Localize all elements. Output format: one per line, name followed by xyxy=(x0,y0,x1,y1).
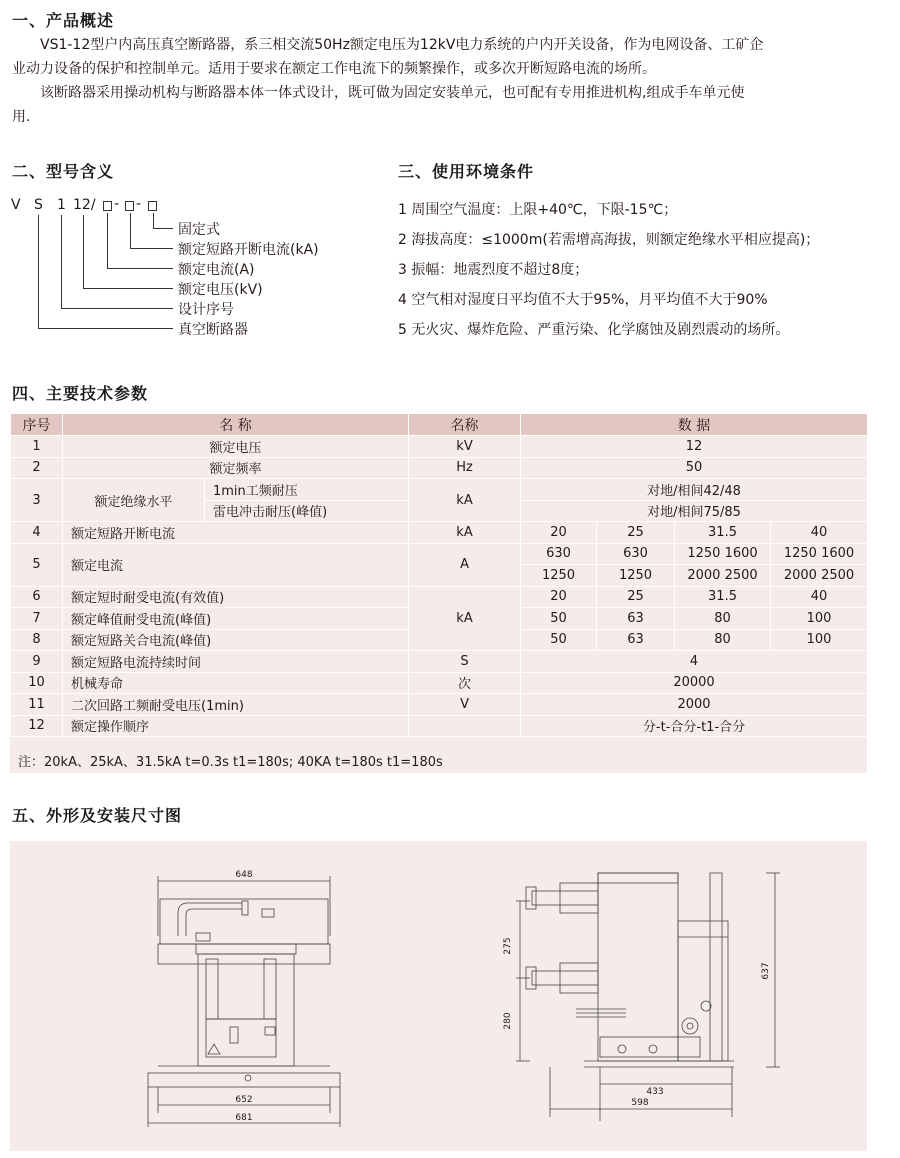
cell-value: 50 xyxy=(521,457,868,479)
header-name: 名 称 xyxy=(63,414,409,436)
table-row xyxy=(11,672,868,694)
env-item: 4 空气相对湿度日平均值不大于95%，月平均值不大于90% xyxy=(398,292,768,308)
cell-name: 额定电流 xyxy=(63,543,409,586)
code-box-3 xyxy=(148,201,157,211)
dim-433: 433 xyxy=(646,1087,664,1097)
dim-598: 598 xyxy=(631,1098,649,1108)
cell-value: 对地/相间42/48 xyxy=(521,479,868,501)
code-v: V xyxy=(11,197,21,213)
model-label-vcb: 真空断路器 xyxy=(178,322,248,338)
dimension-drawing xyxy=(10,841,867,1151)
table-row xyxy=(11,436,868,458)
cell-value: 1250 xyxy=(521,565,597,587)
env-item: 5 无火灾、爆炸危险、严重污染、化学腐蚀及剧烈震动的场所。 xyxy=(398,322,790,338)
model-label-breaking-current: 额定短路开断电流(kA) xyxy=(178,242,319,258)
cell-value: 40 xyxy=(771,586,868,608)
cell-no: 5 xyxy=(11,543,63,586)
cell-unit: V xyxy=(409,694,521,716)
cell-name: 额定短路关合电流(峰值) xyxy=(63,629,409,651)
cell-no: 1 xyxy=(11,436,63,458)
section-title-model: 二、型号含义 xyxy=(12,162,115,181)
cell-unit: A xyxy=(409,543,521,586)
dim-637: 637 xyxy=(761,962,771,980)
cell-value: 1250 1600 xyxy=(675,543,771,565)
cell-name: 额定短路电流持续时间 xyxy=(63,651,409,673)
cell-value: 2000 2500 xyxy=(771,565,868,587)
table-row xyxy=(11,522,868,544)
dimension-drawing-panel xyxy=(10,841,867,1151)
cell-unit xyxy=(409,715,521,737)
cell-value: 25 xyxy=(597,586,675,608)
cell-name: 额定电压 xyxy=(63,436,409,458)
cell-value: 80 xyxy=(675,608,771,630)
code-s: S xyxy=(34,197,43,213)
parameters-table-panel xyxy=(10,413,867,773)
dim-280: 280 xyxy=(503,1012,513,1030)
env-item: 3 振幅：地震烈度不超过8度； xyxy=(398,262,589,278)
model-label-design-no: 设计序号 xyxy=(178,302,234,318)
cell-value: 40 xyxy=(771,522,868,544)
cell-name: 额定频率 xyxy=(63,457,409,479)
cell-value: 31.5 xyxy=(675,522,771,544)
env-item: 1 周围空气温度：上限+40℃，下限-15℃； xyxy=(398,202,678,218)
cell-value: 20 xyxy=(521,586,597,608)
cell-value: 对地/相间75/85 xyxy=(521,500,868,522)
code-1: 1 xyxy=(57,197,66,213)
code-dash-1: - xyxy=(114,196,120,212)
code-dash-2: - xyxy=(136,196,142,212)
table-row xyxy=(11,586,868,608)
parameters-table xyxy=(10,413,868,737)
section-title-environment: 三、使用环境条件 xyxy=(398,162,535,181)
overview-line-1: VS1-12型户内高压真空断路器，系三相交流50Hz额定电压为12kV电力系统的户内开关设备，作为电网设备、工矿企 xyxy=(40,37,764,53)
overview-line-2: 业动力设备的保护和控制单元。适用于要求在额定工作电流下的频繁操作，或多次开断短路电流的场所。 xyxy=(12,61,656,77)
cell-no: 6 xyxy=(11,586,63,608)
header-data: 数 据 xyxy=(521,414,868,436)
dim-652: 652 xyxy=(235,1095,253,1105)
cell-no: 8 xyxy=(11,629,63,651)
cell-no: 12 xyxy=(11,715,63,737)
code-box-1 xyxy=(103,201,112,211)
section-title-overview: 一、产品概述 xyxy=(12,11,115,30)
dim-681: 681 xyxy=(235,1113,253,1123)
cell-no: 2 xyxy=(11,457,63,479)
cell-value: 25 xyxy=(597,522,675,544)
cell-unit: kA xyxy=(409,522,521,544)
cell-no: 11 xyxy=(11,694,63,716)
cell-value: 630 xyxy=(597,543,675,565)
cell-unit: kA xyxy=(409,586,521,651)
dim-648: 648 xyxy=(235,870,253,880)
table-row xyxy=(11,694,868,716)
cell-value: 630 xyxy=(521,543,597,565)
header-unit: 名称 xyxy=(409,414,521,436)
cell-value: 分-t-合分-t1-合分 xyxy=(521,715,868,737)
cell-subname: 雷电冲击耐压(峰值) xyxy=(205,500,409,522)
section-title-dimensions: 五、外形及安装尺寸图 xyxy=(12,806,183,825)
overview-line-4: 用. xyxy=(12,109,31,125)
cell-no: 10 xyxy=(11,672,63,694)
cell-name: 额定短时耐受电流(有效值) xyxy=(63,586,409,608)
cell-name: 机械寿命 xyxy=(63,672,409,694)
cell-unit: 次 xyxy=(409,672,521,694)
cell-name: 额定操作顺序 xyxy=(63,715,409,737)
cell-name: 额定短路开断电流 xyxy=(63,522,409,544)
cell-value: 2000 xyxy=(521,694,868,716)
model-label-fixed: 固定式 xyxy=(178,222,220,238)
section-title-parameters: 四、主要技术参数 xyxy=(12,384,149,403)
cell-value: 20000 xyxy=(521,672,868,694)
cell-value: 1250 1600 xyxy=(771,543,868,565)
table-row xyxy=(11,651,868,673)
cell-unit: kA xyxy=(409,479,521,522)
cell-value: 50 xyxy=(521,629,597,651)
table-note: 注：20kA、25kA、31.5kA t=0.3s t1=180s; 40KA t=180s t1=180s xyxy=(18,755,443,770)
cell-unit: S xyxy=(409,651,521,673)
cell-value: 31.5 xyxy=(675,586,771,608)
cell-no: 7 xyxy=(11,608,63,630)
header-no: 序号 xyxy=(11,414,63,436)
cell-value: 50 xyxy=(521,608,597,630)
cell-value: 20 xyxy=(521,522,597,544)
cell-value: 100 xyxy=(771,629,868,651)
cell-value: 63 xyxy=(597,608,675,630)
table-row xyxy=(11,543,868,565)
cell-no: 9 xyxy=(11,651,63,673)
cell-no: 4 xyxy=(11,522,63,544)
cell-value: 4 xyxy=(521,651,868,673)
cell-unit: kV xyxy=(409,436,521,458)
cell-unit: Hz xyxy=(409,457,521,479)
code-12: 12/ xyxy=(73,197,96,213)
table-row xyxy=(11,457,868,479)
cell-value: 80 xyxy=(675,629,771,651)
overview-line-3: 该断路器采用操动机构与断路器本体一体式设计，既可做为固定安装单元，也可配有专用推进机构,组成手车单元使 xyxy=(40,85,745,101)
model-label-rated-voltage: 额定电压(kV) xyxy=(178,282,263,298)
code-box-2 xyxy=(125,201,134,211)
cell-name: 额定峰值耐受电流(峰值) xyxy=(63,608,409,630)
cell-value: 1250 xyxy=(597,565,675,587)
model-label-rated-current: 额定电流(A) xyxy=(178,262,255,278)
cell-value: 63 xyxy=(597,629,675,651)
table-row xyxy=(11,479,868,501)
cell-no: 3 xyxy=(11,479,63,522)
cell-subname: 1min工频耐压 xyxy=(205,479,409,501)
table-row xyxy=(11,715,868,737)
cell-name: 二次回路工频耐受电压(1min) xyxy=(63,694,409,716)
dim-275: 275 xyxy=(503,937,513,955)
cell-name: 额定绝缘水平 xyxy=(63,479,205,522)
env-item: 2 海拔高度：≤1000m(若需增高海拔，则额定绝缘水平相应提高)； xyxy=(398,232,820,248)
cell-value: 100 xyxy=(771,608,868,630)
table-header-row xyxy=(11,414,868,436)
cell-value: 2000 2500 xyxy=(675,565,771,587)
cell-value: 12 xyxy=(521,436,868,458)
